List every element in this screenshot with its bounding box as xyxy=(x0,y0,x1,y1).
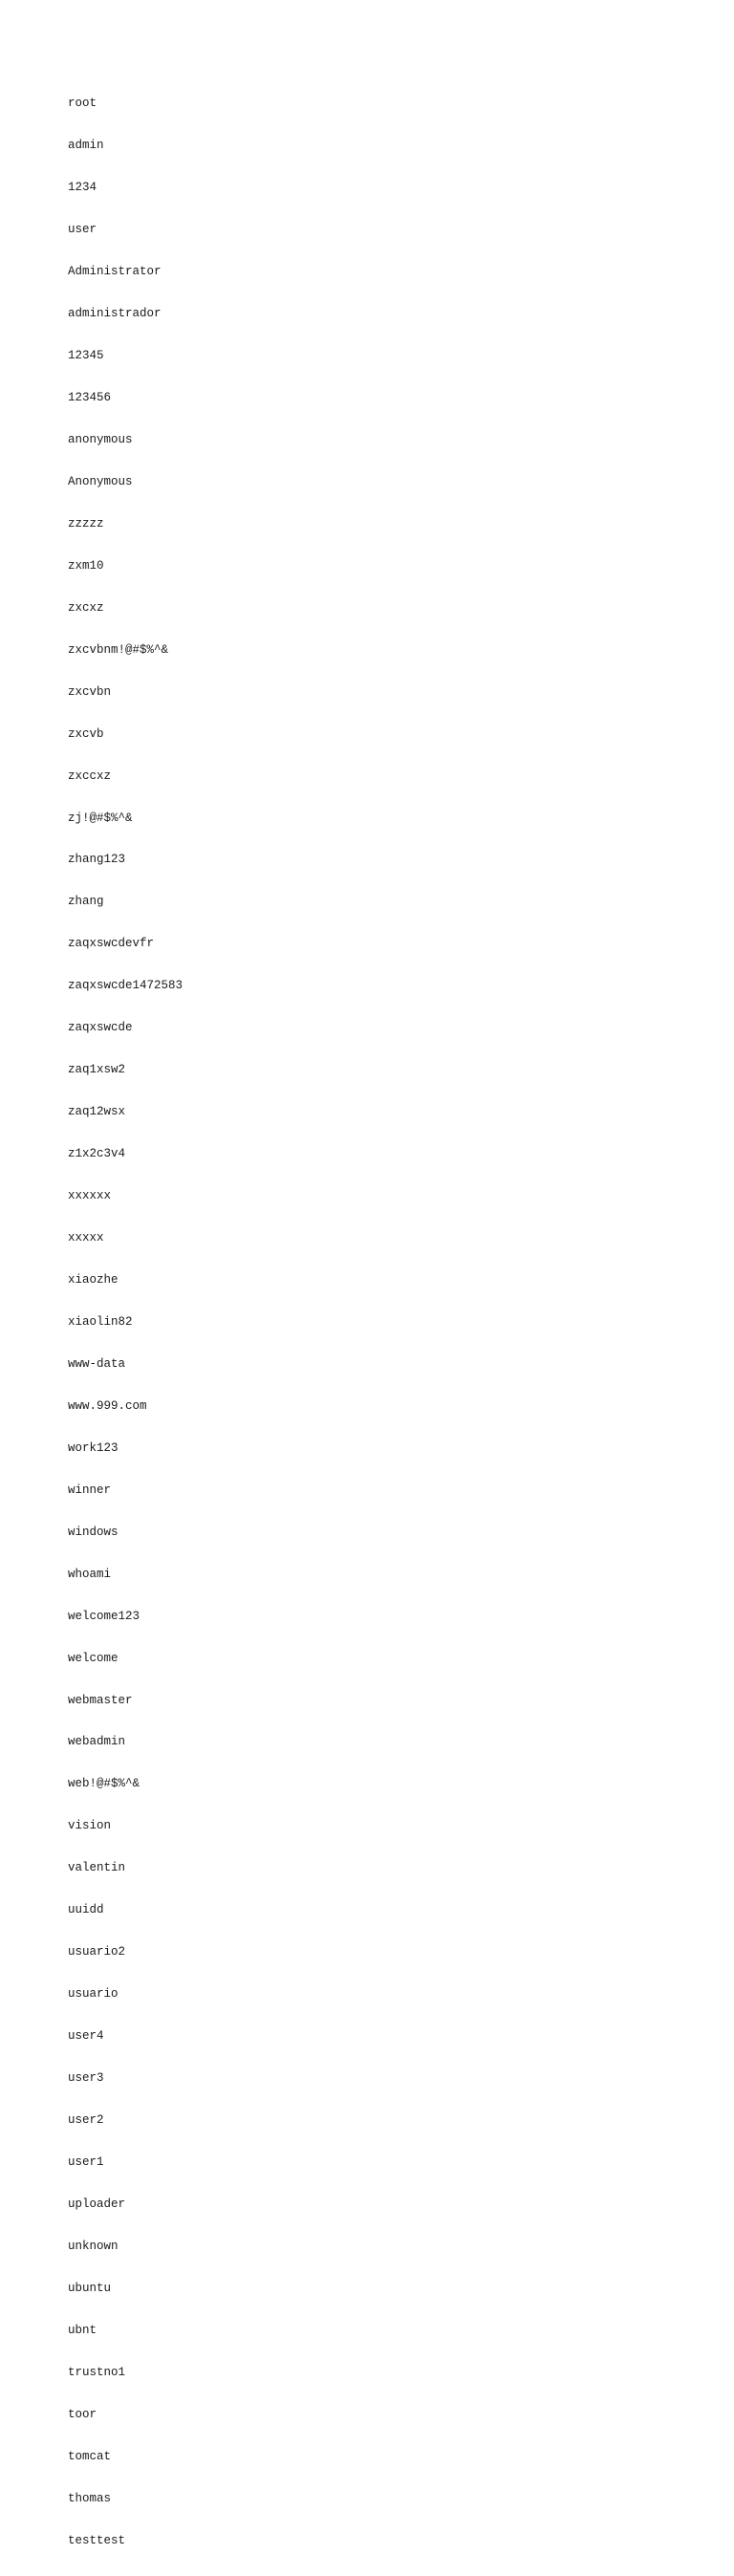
wordlist-line: webadmin xyxy=(68,1735,126,1749)
wordlist-line: 123456 xyxy=(68,390,112,404)
wordlist-line: zxcvbn xyxy=(68,684,112,699)
wordlist-line: zj!@#$%^& xyxy=(68,811,133,825)
wordlist-line: zzzzz xyxy=(68,516,104,530)
wordlist-line: xiaozhe xyxy=(68,1273,119,1287)
wordlist-line: toor xyxy=(68,2407,97,2421)
wordlist-line: zxcxz xyxy=(68,600,104,615)
wordlist-line: xxxxx xyxy=(68,1231,104,1245)
wordlist xyxy=(68,69,183,2576)
wordlist-line: user xyxy=(68,223,97,237)
wordlist-line: 12345 xyxy=(68,349,104,363)
wordlist-line: usuario xyxy=(68,1987,119,2002)
wordlist-line: zaq1xsw2 xyxy=(68,1063,126,1077)
wordlist-line: usuario2 xyxy=(68,1945,126,1959)
wordlist-line: zxm10 xyxy=(68,558,104,573)
wordlist-line: ubuntu xyxy=(68,2281,112,2295)
wordlist-line: zxccxz xyxy=(68,768,112,783)
wordlist-line: zaqxswcde1472583 xyxy=(68,979,184,993)
wordlist-line: zaqxswcdevfr xyxy=(68,937,155,951)
wordlist-line: work123 xyxy=(68,1440,119,1455)
wordlist-line: zhang123 xyxy=(68,853,126,867)
wordlist-line: zaq12wsx xyxy=(68,1105,126,1119)
wordlist-line: thomas xyxy=(68,2491,112,2505)
wordlist-line: vision xyxy=(68,1819,112,1833)
wordlist-line: Anonymous xyxy=(68,474,133,488)
wordlist-line: unknown xyxy=(68,2239,119,2253)
wordlist-line: whoami xyxy=(68,1567,112,1581)
wordlist-line: web!@#$%^& xyxy=(68,1777,140,1791)
wordlist-line: winner xyxy=(68,1483,112,1497)
wordlist-line: 1234 xyxy=(68,181,97,195)
wordlist-line: admin xyxy=(68,139,104,153)
wordlist-line: zhang xyxy=(68,895,104,909)
wordlist-line: user3 xyxy=(68,2071,104,2086)
wordlist-line: user4 xyxy=(68,2029,104,2044)
wordlist-line: welcome123 xyxy=(68,1609,140,1623)
wordlist-line: user1 xyxy=(68,2155,104,2170)
wordlist-line: valentin xyxy=(68,1861,126,1875)
wordlist-line: zaqxswcde xyxy=(68,1021,133,1035)
wordlist-line: Administrator xyxy=(68,265,162,279)
wordlist-line: root xyxy=(68,97,97,111)
wordlist-line: uploader xyxy=(68,2197,126,2211)
wordlist-line: trustno1 xyxy=(68,2365,126,2379)
wordlist-line: www-data xyxy=(68,1356,126,1371)
wordlist-line: zxcvbnm!@#$%^& xyxy=(68,642,169,657)
wordlist-line: uuidd xyxy=(68,1903,104,1917)
wordlist-line: zxcvb xyxy=(68,726,104,741)
wordlist-line: tomcat xyxy=(68,2449,112,2463)
wordlist-line: windows xyxy=(68,1525,119,1539)
wordlist-line: welcome xyxy=(68,1651,119,1665)
wordlist-line: xxxxxx xyxy=(68,1189,112,1203)
wordlist-line: testtest xyxy=(68,2533,126,2547)
wordlist-line: user2 xyxy=(68,2113,104,2128)
wordlist-line: webmaster xyxy=(68,1693,133,1707)
wordlist-line: xiaolin82 xyxy=(68,1314,133,1329)
wordlist-line: www.999.com xyxy=(68,1398,147,1413)
wordlist-line: administrador xyxy=(68,307,162,321)
wordlist-line: anonymous xyxy=(68,432,133,446)
wordlist-line: z1x2c3v4 xyxy=(68,1147,126,1161)
wordlist-line: ubnt xyxy=(68,2323,97,2337)
